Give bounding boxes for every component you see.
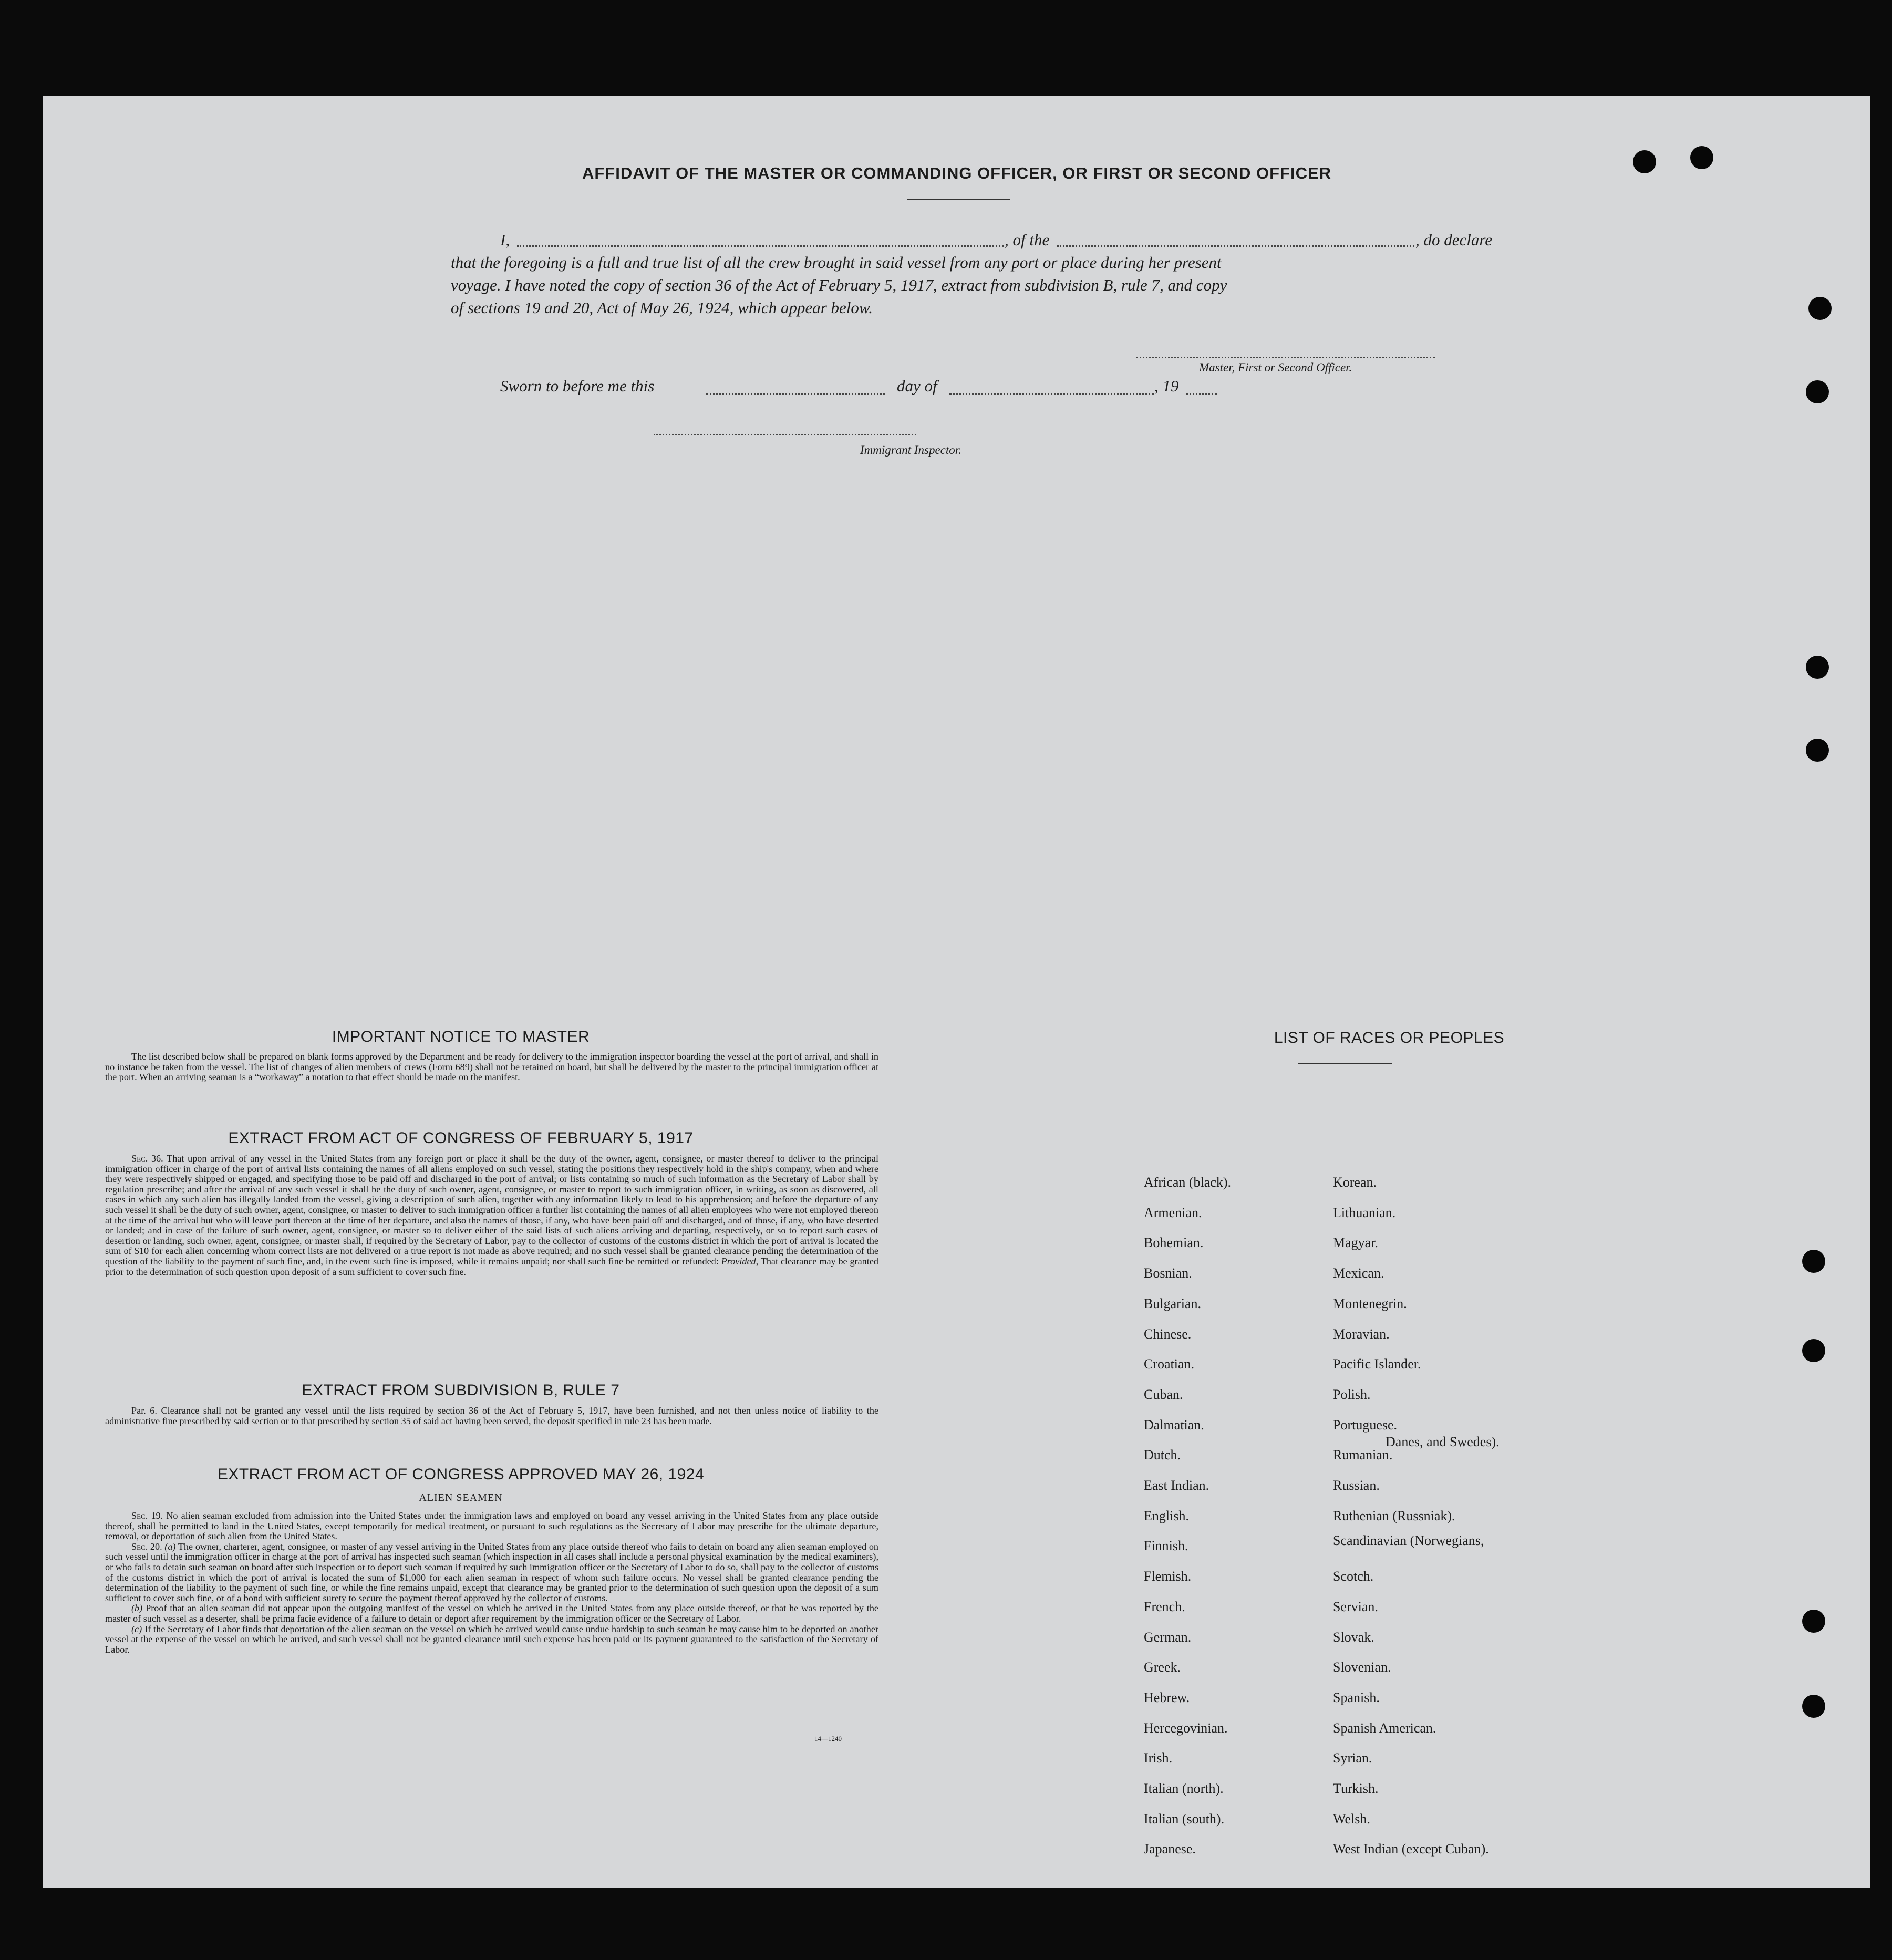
section-20c-body: If the Secretary of Labor finds that deportation of the alien seaman on the vessel on which he arrived would cause undue hardship to such seaman he may cause him to be deported on another vessel at the expense of the vessel on which he arrived, and such vessel shall not be granted clearance until such expense has been paid or its payment guaranteed to the satisfaction of the Secretary of Labor. — [105, 1623, 878, 1655]
affidavit-line-2: that the foregoing is a full and true list of all the crew brought in said vessel from any port or place during her present — [451, 253, 1222, 272]
section-19-body: No alien seaman excluded from admission into the United States under the immigration laws and employed on board any vessel arriving in the United States from any place outside thereof, shall be permitted to land in the United States, except temporarily for medical treatment, or pursuant to such regulations as the Secretary of Labor may prescribe for the ultimate departure, removal, or deportation of such alien from the United States. — [105, 1510, 879, 1542]
section-20c-label: (c) — [131, 1623, 142, 1634]
race-item: Irish. — [1144, 1750, 1173, 1766]
sworn-month-blank — [949, 393, 1154, 395]
race-item: French. — [1144, 1599, 1185, 1614]
binder-hole — [1802, 1339, 1825, 1362]
section-20b-paragraph — [105, 1603, 878, 1624]
binder-hole — [1690, 146, 1713, 169]
binder-hole — [1806, 656, 1829, 679]
race-item: Magyar. — [1333, 1235, 1378, 1251]
race-item: Finnish. — [1144, 1538, 1188, 1554]
section-20a-body: The owner, charterer, agent, consignee, or master of any vessel arriving in the United States from any place outside thereof who fails to detain on board any alien seaman employed on such vessel until the immigration officer in charge at the port of arrival has inspected such seaman (which inspection in all cases shall include a personal physical examination by the medical examiners), or who fails to detain such seaman on board after such inspection or to deport such seaman if required by such immigration officer or the Secretary of Labor to do so, shall pay to the collector of customs of the customs district in which the port of arrival is located the sum of $1,000 for each alien seaman in respect of whom such failure occurs. No vessel shall be granted clearance pending the determination of the liability to the payment of such fine, or while the fine remains unpaid, except that clearance may be granted prior to the determination of such question upon the deposit of a sum sufficient to cover such fine, or of a bond with sufficient surety to secure the payment thereof approved by the collector of customs. — [105, 1541, 879, 1603]
section-20a-paragraph — [105, 1542, 878, 1604]
affidavit-of-the: , of the — [1005, 231, 1050, 249]
affidavit-line-3: voyage. I have noted the copy of section 36 of the Act of February 5, 1917, extract from subdivision B, rule 7, and copy — [451, 276, 1227, 294]
sworn-year: , 19 — [1154, 377, 1179, 395]
races-title: LIST OF RACES OR PEOPLES — [1274, 1029, 1505, 1046]
races-underline — [1298, 1063, 1392, 1064]
race-item: Croatian. — [1144, 1356, 1195, 1372]
notice-paragraph: The list described below shall be prepared on blank forms approved by the Department and be ready for delivery to the immigration inspector boarding the vessel at the port of arrival, and shall in no instance be taken from the vessel. The list of changes of alien members of crews (Form 689) shall not be retained on board, but shall be delivered by the master to the principal immigration officer at the port. When an arriving seaman is a “workaway” a notation to that effect should be made on the manifest. — [105, 1051, 878, 1083]
sworn-text: Sworn to before me this — [500, 377, 655, 395]
binder-hole — [1806, 380, 1829, 403]
alien-seamen-subtitle: ALIEN SEAMEN — [419, 1492, 503, 1503]
binder-hole — [1802, 1695, 1825, 1718]
inspector-label: Immigrant Inspector. — [860, 443, 961, 457]
rule-7-paragraph: Par. 6. Clearance shall not be granted any vessel until the lists required by section 36 of the Act of February 5, 1917, have been furnished, and not then unless notice of liability to the administrative fine prescribed by said section or to that prescribed by section 35 of said act having been served, the deposit specified in rule 23 has been made. — [105, 1405, 878, 1426]
race-item: Turkish. — [1333, 1781, 1379, 1796]
race-item: Rumanian. — [1333, 1447, 1393, 1463]
race-item: Greek. — [1144, 1660, 1181, 1675]
race-item: Italian (north). — [1144, 1781, 1224, 1796]
race-item: Italian (south). — [1144, 1811, 1225, 1827]
race-item: Spanish. — [1333, 1689, 1380, 1705]
race-item: Lithuanian. — [1333, 1205, 1396, 1220]
race-item: Welsh. — [1333, 1811, 1370, 1827]
master-signature-line — [1136, 357, 1435, 358]
race-item: English. — [1144, 1508, 1189, 1523]
provided-word: Provided, — [721, 1256, 759, 1267]
race-item: Cuban. — [1144, 1386, 1183, 1402]
race-item: Flemish. — [1144, 1569, 1192, 1584]
race-item: Armenian. — [1144, 1205, 1202, 1220]
form-page — [43, 96, 1870, 1888]
race-item: Mexican. — [1333, 1266, 1384, 1281]
affidavit-i: I, — [500, 231, 510, 249]
extract-1924-text — [105, 1511, 878, 1655]
affidavit-line-4: of sections 19 and 20, Act of May 26, 1924, which appear below. — [451, 298, 873, 317]
race-item: Pacific Islander. — [1333, 1356, 1421, 1372]
race-item: Bosnian. — [1144, 1266, 1192, 1281]
section-36-paragraph — [105, 1154, 878, 1277]
race-item: Montenegrin. — [1333, 1295, 1407, 1311]
name-blank — [517, 245, 1004, 247]
section-20c-paragraph — [105, 1624, 878, 1655]
extract-1924-title: EXTRACT FROM ACT OF CONGRESS APPROVED MAY 26, 1924 — [217, 1466, 705, 1483]
notice-title: IMPORTANT NOTICE TO MASTER — [332, 1028, 590, 1045]
sworn-day-blank — [706, 393, 885, 395]
notice-text — [105, 1052, 878, 1083]
extract-1917-text — [105, 1154, 878, 1277]
inspector-signature-line — [654, 434, 916, 435]
binder-hole — [1633, 150, 1656, 173]
race-item: Syrian. — [1333, 1750, 1372, 1766]
section-20b-body: Proof that an alien seaman did not appear upon the outgoing manifest of the vessel on which he arrived in the United States from any place outside thereof, or that he was reported by the master of such vessel as a deserter, shall be prima facie evidence of a failure to detain or deport after requirement by the immigration officer or the Secretary of Labor. — [105, 1603, 878, 1624]
master-signature-label: Master, First or Second Officer. — [1199, 361, 1352, 374]
extract-1917-title: EXTRACT FROM ACT OF CONGRESS OF FEBRUARY 5, 1917 — [228, 1129, 694, 1147]
vessel-blank — [1057, 245, 1414, 247]
race-item: Bulgarian. — [1144, 1295, 1202, 1311]
race-item: Bohemian. — [1144, 1235, 1204, 1251]
section-36-label: Sec. 36. — [131, 1153, 163, 1164]
race-item: Spanish American. — [1333, 1720, 1436, 1736]
race-item: Korean. — [1333, 1175, 1377, 1190]
affidavit-declare: , do declare — [1415, 231, 1493, 249]
race-item: Slovak. — [1333, 1629, 1374, 1645]
race-item: Polish. — [1333, 1386, 1371, 1402]
binder-hole — [1808, 297, 1832, 320]
race-item: Scandinavian (Norwegians, — [1333, 1533, 1484, 1549]
binder-hole — [1802, 1250, 1825, 1273]
race-item: Dalmatian. — [1144, 1417, 1204, 1433]
race-item: Russian. — [1333, 1478, 1380, 1493]
race-item: Scotch. — [1333, 1569, 1374, 1584]
section-19-label: Sec. 19. — [131, 1510, 163, 1521]
affidavit-title: AFFIDAVIT OF THE MASTER OR COMMANDING OFFICER, OR FIRST OR SECOND OFFICER — [582, 164, 1332, 182]
race-item: Hebrew. — [1144, 1689, 1190, 1705]
race-item: Moravian. — [1333, 1326, 1390, 1342]
section-36-end: That clearance may be granted prior to the determination of such question upon deposit of a sum sufficient to cover such fine. — [105, 1256, 878, 1277]
binder-hole — [1802, 1610, 1825, 1633]
sworn-year-blank — [1186, 393, 1217, 395]
title-underline — [907, 199, 1010, 200]
rule-7-title: EXTRACT FROM SUBDIVISION B, RULE 7 — [302, 1382, 620, 1399]
section-36-body: That upon arrival of any vessel in the United States from any foreign port or place it shall be the duty of the owner, agent, consignee, or master thereof to deliver to the principal immigration officer in charge of the port of arrival lists containing the names of all aliens employed on such vessel, stating the positions they respectively hold in the ship's company, when and where they were respectively shipped or engaged, and specifying those to be paid off and discharged in the port of arrival; or lists containing so much of such information as the Secretary of Labor shall by regulation prescribe; and after the arrival of any such vessel it shall be the duty of such owner, agent, consignee, or master to report to such immigration officer, in writing, as soon as discovered, all cases in which any such alien has illegally landed from the vessel, giving a description of such alien, together with any information likely to lead to his apprehension; and before the departure of any such vessel it shall be the duty of such owner, agent, consignee, or master to deliver to such immigration officer a further list containing the names of all alien employees who were not employed thereon at the time of the arrival but who will leave port thereon at the time of her departure, and also the names of those, if any, who have been paid off and discharged, and of those, if any, who have deserted or landed; and in case of the failure of such owner, agent, consignee, or master so to deliver either of the said lists of such aliens arriving and departing, respectively, or so to report such cases of desertion or landing, such owner, agent, consignee, or master shall, if required by the Secretary of Labor, pay to the collector of customs of the customs district in which the port of arrival is located the sum of $10 for each alien concerning whom correct lists are not delivered or a true report is not made as above required; and no such vessel shall be granted clearance pending the determination of the question of the liability to the payment of such fine, and, in the event such fine is imposed, while it remains unpaid; nor shall such fine be remitted or refunded: — [105, 1153, 878, 1267]
race-item: Ruthenian (Russniak). — [1333, 1508, 1455, 1523]
race-item: Dutch. — [1144, 1447, 1181, 1463]
form-number: 14—1240 — [814, 1735, 842, 1743]
section-20a-label: (a) — [164, 1541, 176, 1552]
binder-hole — [1806, 739, 1829, 762]
section-20b-label: (b) — [131, 1603, 143, 1614]
race-item: Hercegovinian. — [1144, 1720, 1228, 1736]
sworn-day-of: day of — [897, 377, 937, 395]
race-item: Japanese. — [1144, 1841, 1196, 1857]
race-item: Servian. — [1333, 1599, 1378, 1614]
section-19-paragraph — [105, 1511, 878, 1542]
race-item: German. — [1144, 1629, 1192, 1645]
race-item: African (black). — [1144, 1175, 1232, 1190]
race-item: West Indian (except Cuban). — [1333, 1841, 1489, 1857]
race-item: East Indian. — [1144, 1478, 1209, 1493]
race-scandinavian-cont: Danes, and Swedes). — [1386, 1434, 1500, 1449]
race-item: Portuguese. — [1333, 1417, 1398, 1433]
section-20-label: Sec. 20. — [131, 1541, 162, 1552]
rule-7-text — [105, 1406, 878, 1426]
race-item: Chinese. — [1144, 1326, 1192, 1342]
race-item: Slovenian. — [1333, 1660, 1391, 1675]
